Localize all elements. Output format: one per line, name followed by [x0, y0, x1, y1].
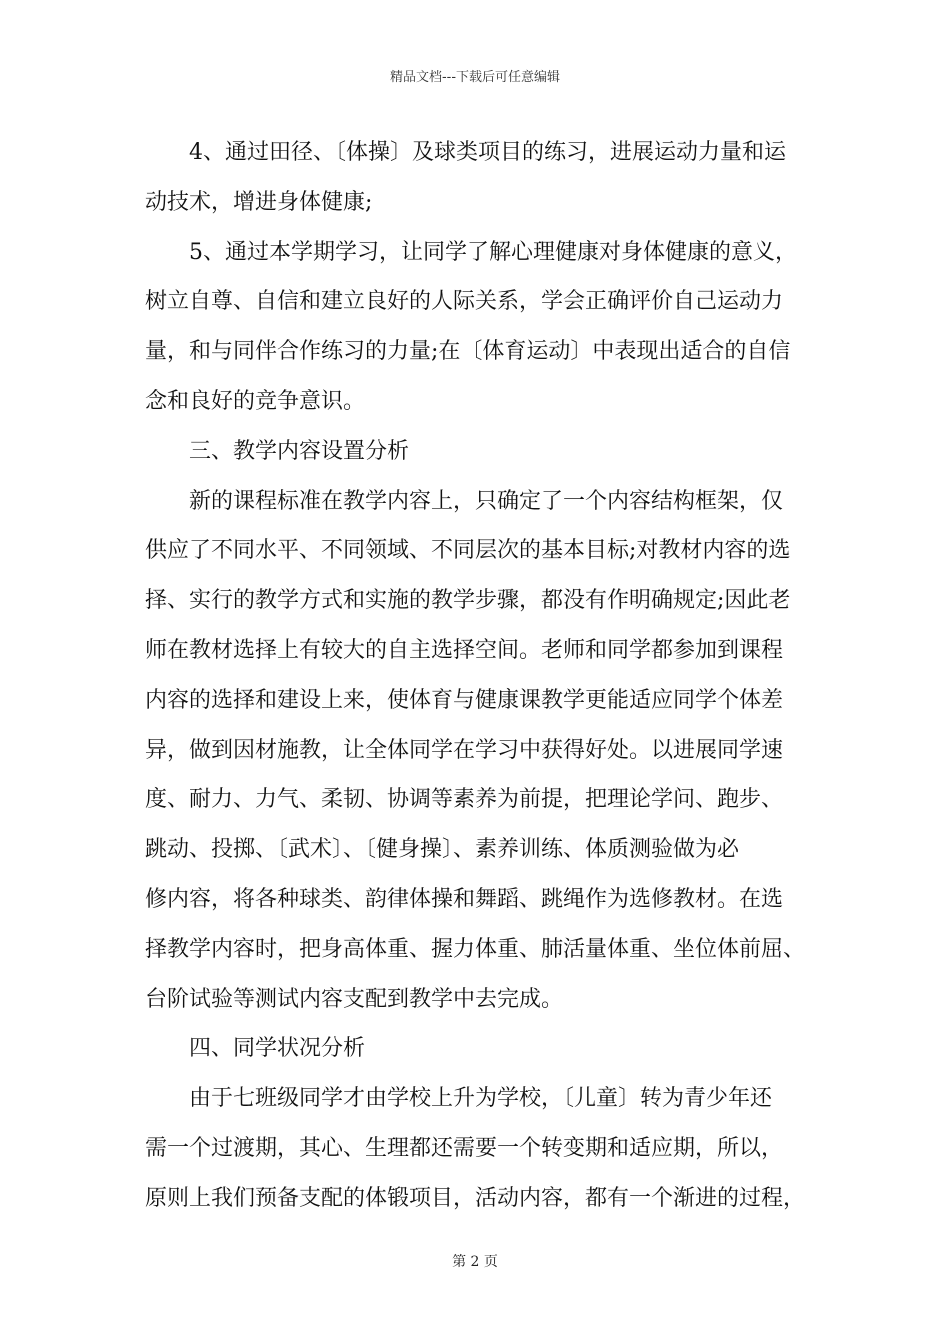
text-line: 需一个过渡期，其心、生理都还需要一个转变期和适应期，所以，: [145, 1135, 784, 1161]
page-header: 精品文档---下载后可任意编辑: [389, 70, 561, 85]
text-line: 修内容，将各种球类、韵律体操和舞蹈、跳绳作为选修教材。在选: [145, 886, 784, 912]
text-line: 念和良好的竞争意识。: [145, 388, 366, 414]
paragraph-goal-4: [145, 128, 825, 228]
section-heading-4: [145, 1024, 825, 1074]
text-line: 异，做到因材施教，让全体同学在学习中获得好处。以进展同学速: [145, 737, 784, 763]
text-line: 原则上我们预备支配的体锻项目，活动内容，都有一个渐进的过程，: [145, 1185, 806, 1211]
text-line: 量，和与同伴合作练习的力量;在〔体育运动〕中表现出适合的自信: [145, 339, 791, 365]
paragraph-goal-5: [145, 228, 825, 427]
heading-line: 三、教学内容设置分析: [189, 438, 410, 464]
text-line: 动技术，增进身体健康;: [145, 189, 373, 215]
text-line: 树立自尊、自信和建立良好的人际关系，学会正确评价自己运动力: [145, 289, 784, 315]
text-line: 新的课程标准在教学内容上，只确定了一个内容结构框架，仅: [189, 488, 784, 514]
text-line: 择教学内容时，把身高体重、握力体重、肺活量体重、坐位体前屈、: [145, 936, 806, 962]
text-line: 师在教材选择上有较大的自主选择空间。老师和同学都参加到课程: [145, 637, 784, 663]
paragraph-student-analysis: [145, 1074, 825, 1223]
text-line: 4、通过田径、〔体操〕及球类项目的练习，进展运动力量和运: [189, 140, 786, 165]
text-line: 5、通过本学期学习，让同学了解心理健康对身体健康的意义，: [189, 239, 797, 265]
text-line: 供应了不同水平、不同领域、不同层次的基本目标;对教材内容的选: [145, 538, 791, 564]
paragraph-content-analysis: [145, 477, 825, 1025]
text-line: 内容的选择和建设上来，使体育与健康课教学更能适应同学个体差: [145, 687, 784, 713]
page-number: 第 2 页: [452, 1254, 498, 1270]
text-line: 跳动、投掷、〔武术〕、〔健身操〕、素养训练、体质测验做为必: [145, 837, 740, 863]
section-heading-3: [145, 427, 825, 477]
text-line: 由于七班级同学才由学校上升为学校，〔儿童〕转为青少年还: [189, 1086, 773, 1112]
text-line: 度、耐力、力气、柔韧、协调等素养为前提，把理论学问、跑步、: [145, 787, 784, 813]
document-body: [145, 128, 825, 1224]
text-line: 台阶试验等测试内容支配到教学中去完成。: [145, 986, 564, 1012]
text-line: 择、实行的教学方式和实施的教学步骤，都没有作明确规定;因此老: [145, 588, 791, 614]
heading-line: 四、同学状况分析: [189, 1036, 366, 1062]
